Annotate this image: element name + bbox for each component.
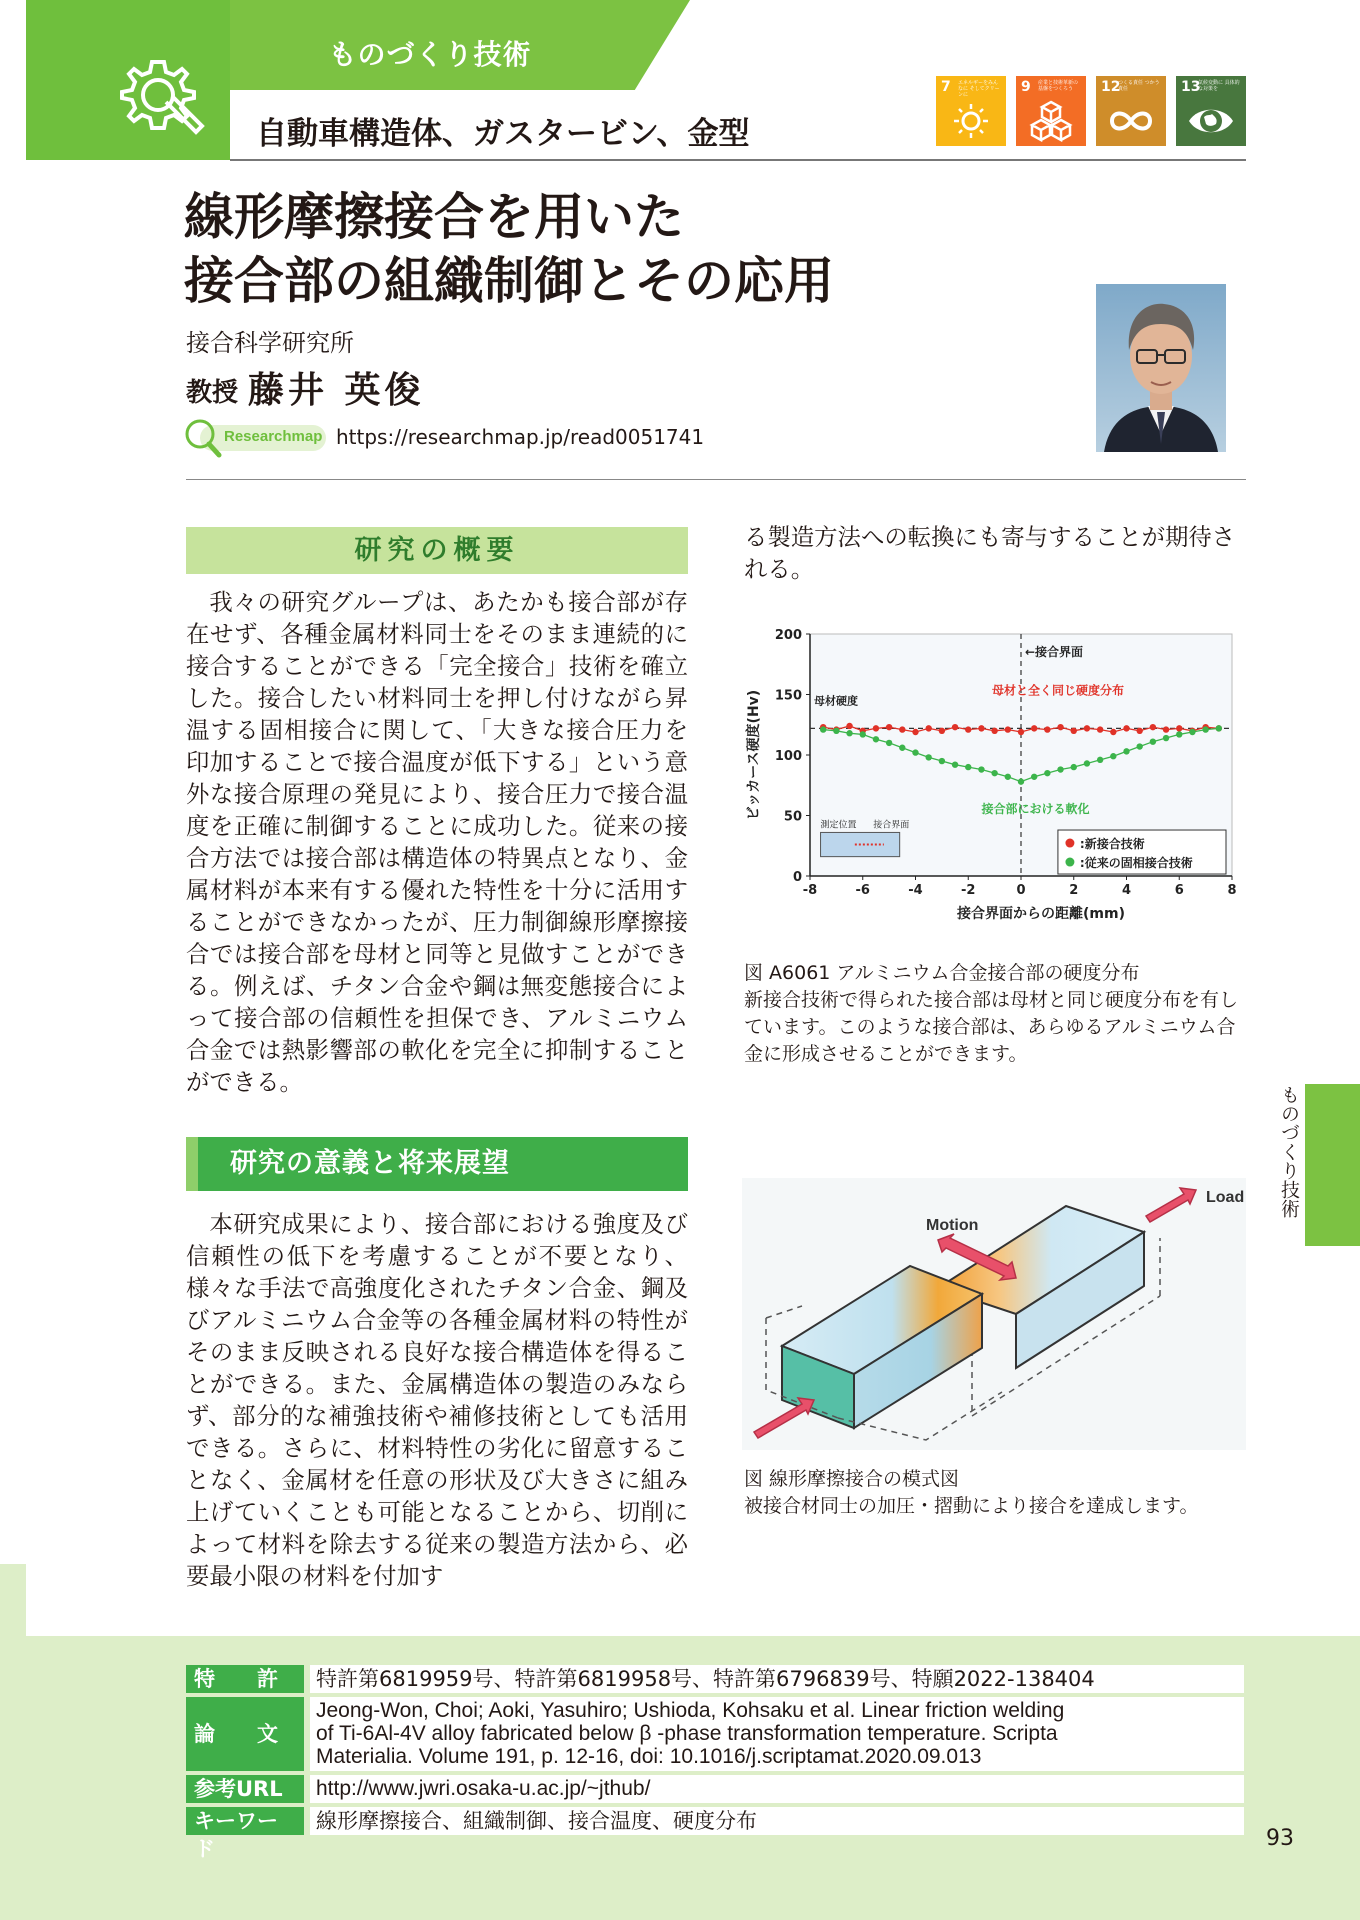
figure1-caption-body: 新接合技術で得られた接合部は母材と同じ硬度分布を有しています。このような接合部は、あらゆるアルミニウム合金に形成させることができます。 (744, 989, 1239, 1065)
overview-text: 我々の研究グループは、あたかも接合部が存在せず、各種金属材料同士をそのまま連続的に接合することができる「完全接合」技術を確立した。接合したい材料同士を押し付けながら昇温する固相接合に関して、「大きな接合圧力を印加することで接合温度が低下する」という意外な接合原理の発見により、接合圧力で接合温度を正確に制御することに成功した。従来の接合方法では接合部は構造体の特異点となり、金属材料が本来有する優れた特性を十分に活用することができなかったが、圧力制御線形摩擦接合では接合部を母材と同等と見做すことができる。例えば、チタン合金や鋼は無変態接合によって接合部の信頼性を担保でき、アルミニウム合金では熱影響部の軟化を完全に抑制することができる。 (186, 588, 688, 1096)
patent-row (186, 1665, 1244, 1693)
base-hardness-label: 母材硬度 (814, 694, 858, 708)
data-point (1216, 725, 1222, 731)
data-point (978, 766, 984, 772)
legend-entry-1: :従来の固相接合技術 (1079, 856, 1193, 871)
data-point (1005, 726, 1011, 732)
inset-label-position: 測定位置 (820, 820, 857, 831)
lfw-schematic-diagram (742, 1178, 1246, 1450)
significance-text: 本研究成果により、接合部における強度及び信頼性の低下を考慮することが不要となり、様々な手法で高強度化されたチタン合金、鋼及びアルミニウム合金等の各種金属材料の特性がそのまま反映される良好な接合構造体を得ることができる。また、金属構造体の製造のみならず、部分的な補強技術や補修技術としても活用できる。さらに、材料特性の劣化に留意することなく、金属材を任意の形状及び大きさに組み上げていくことも可能となることから、切削によって材料を除去する従来の製造方法から、必要最小限の材料を付加す (186, 1210, 688, 1590)
url-row (186, 1775, 1244, 1803)
legend-marker-0 (1065, 839, 1074, 848)
interface-label: ←接合界面 (1025, 645, 1084, 659)
paper-label: 論 文 (186, 1697, 304, 1771)
legend-entry-0: :新接合技術 (1079, 837, 1145, 852)
legend-marker-1 (1065, 858, 1074, 867)
x-tick-label: -2 (961, 883, 976, 898)
data-point (978, 725, 984, 731)
author-photo (1096, 284, 1226, 452)
data-point (886, 740, 892, 746)
sun-icon (946, 96, 996, 142)
side-category-tab (1305, 1084, 1360, 1246)
data-point (991, 770, 997, 776)
data-point (1189, 729, 1195, 735)
keyword-value: 線形摩擦接合、組織制御、接合温度、硬度分布 (310, 1807, 1244, 1835)
data-point (1123, 725, 1129, 731)
patent-label: 特 許 (186, 1665, 304, 1693)
sdg-9-badge: 9 産業と技術革新の 基盤をつくろう (1016, 76, 1086, 146)
sdg-7-badge: 7 エネルギーをみんなに そしてクリーンに (936, 76, 1006, 146)
author-position: 教授 (186, 378, 239, 408)
y-tick-label: 50 (783, 809, 802, 825)
data-point (1202, 726, 1208, 732)
data-point (1071, 764, 1077, 770)
sdg-12-badge: 12 つくる責任 つかう責任 (1096, 76, 1166, 146)
x-tick-label: -8 (802, 883, 818, 898)
reference-url-link[interactable]: http://www.jwri.osaka-u.ac.jp/~jthub/ (310, 1775, 1244, 1803)
data-point (1176, 725, 1182, 731)
data-point (1057, 766, 1063, 772)
data-point (1031, 774, 1037, 780)
keyword-label: キーワード (186, 1807, 304, 1835)
data-point (939, 728, 945, 734)
gear-wrench-icon (118, 50, 208, 140)
data-point (846, 723, 852, 729)
significance-text-continued: る製造方法への転換にも寄与することが期待される。 (744, 523, 1236, 583)
infinity-icon (1106, 96, 1156, 142)
data-point (1044, 770, 1050, 776)
paper-row (186, 1697, 1244, 1771)
researchmap-label: Researchmap (224, 428, 323, 445)
data-point (1057, 724, 1063, 730)
data-point (820, 726, 826, 732)
x-axis-label: 接合界面からの距離(mm) (957, 906, 1125, 922)
data-point (1084, 760, 1090, 766)
data-point (952, 761, 958, 767)
data-point (1071, 728, 1077, 734)
data-point (1031, 725, 1037, 731)
title-line-1: 線形摩擦接合を用いた (184, 188, 684, 246)
figure1-caption (744, 960, 1244, 1068)
author-name: 藤井 英俊 (248, 370, 425, 411)
data-point (899, 745, 905, 751)
motion-label: Motion (926, 1217, 979, 1234)
x-tick-label: 0 (1016, 883, 1026, 898)
data-point (846, 730, 852, 736)
data-point (912, 749, 918, 755)
globe-eye-icon (1186, 96, 1236, 142)
data-point (912, 729, 918, 735)
y-tick-label: 150 (774, 688, 802, 704)
data-point (860, 731, 866, 737)
same-distribution-label: 母材と全く同じ硬度分布 (991, 683, 1125, 698)
url-label: 参考URL (186, 1775, 304, 1803)
data-point (833, 728, 839, 734)
institute-name: 接合科学研究所 (186, 329, 354, 357)
x-tick-label: -4 (908, 883, 923, 898)
data-point (1018, 729, 1024, 735)
y-tick-label: 200 (774, 628, 802, 643)
data-point (1044, 726, 1050, 732)
data-point (1150, 724, 1156, 730)
data-point (952, 724, 958, 730)
x-tick-label: -6 (855, 883, 870, 898)
data-point (1176, 731, 1182, 737)
data-point (1110, 753, 1116, 759)
load-label: Load (1206, 1189, 1245, 1206)
y-tick-label: 0 (792, 870, 802, 885)
x-tick-label: 8 (1227, 883, 1237, 898)
figure2-caption (744, 1466, 1244, 1520)
data-point (1005, 774, 1011, 780)
data-point (965, 764, 971, 770)
sdg-13-badge: 13 気候変動に 具体的な対策を (1176, 76, 1246, 146)
x-tick-label: 2 (1069, 883, 1079, 898)
data-point (1123, 748, 1129, 754)
researchmap-badge[interactable] (182, 416, 330, 460)
data-point (965, 726, 971, 732)
data-point (1084, 725, 1090, 731)
figure2-caption-title: 図 線形摩擦接合の模式図 (744, 1468, 960, 1490)
title-line-2: 接合部の組織制御とその応用 (184, 252, 834, 310)
data-point (1136, 743, 1142, 749)
cubes-icon (1026, 96, 1076, 142)
side-category-label: ものづくり技術 (1278, 1085, 1300, 1218)
data-point (1163, 735, 1169, 741)
researchmap-url-link[interactable]: https://researchmap.jp/read0051741 (336, 425, 705, 449)
figure1-caption-title: 図 A6061 アルミニウム合金接合部の硬度分布 (744, 962, 1140, 984)
significance-heading: 研究の意義と将来展望 (186, 1137, 688, 1191)
hardness-chart (740, 622, 1244, 922)
softening-label: 接合部における軟化 (981, 802, 1090, 817)
data-point (1150, 738, 1156, 744)
data-point (1097, 757, 1103, 763)
article-title (184, 185, 834, 313)
x-tick-label: 6 (1174, 883, 1184, 898)
data-point (1136, 728, 1142, 734)
paper-value: Jeong-Won, Choi; Aoki, Yasuhiro; Ushioda, Kohsaku et al. Linear friction welding of Ti-6Al-4V alloy fabricated below β -phase transformation temperature. Scripta Materialia. Volume 191, p. 12-16, doi: 10.1016/j.scriptamat.2020.09.013 (310, 1697, 1244, 1771)
data-point (873, 725, 879, 731)
y-tick-label: 100 (774, 749, 802, 764)
x-tick-label: 4 (1121, 883, 1132, 898)
data-point (925, 754, 931, 760)
data-point (1018, 778, 1024, 784)
header-divider (230, 159, 1246, 161)
data-point (925, 725, 931, 731)
page-number: 93 (1266, 1826, 1294, 1851)
title-divider (186, 479, 1246, 480)
data-point (1110, 729, 1116, 735)
data-point (991, 728, 997, 734)
overview-heading: 研究の概要 (186, 527, 688, 574)
category-label: ものづくり技術 (328, 38, 532, 71)
y-axis-label: ビッカース硬度(Hv) (746, 689, 762, 821)
data-point (886, 724, 892, 730)
data-point (873, 736, 879, 742)
data-point (1097, 726, 1103, 732)
inset-label-interface: 接合界面 (873, 820, 910, 831)
data-point (899, 726, 905, 732)
keyword-row (186, 1807, 1244, 1861)
application-subheading: 自動車構造体、ガスタービン、金型 (256, 116, 750, 152)
patent-value: 特許第6819959号、特許第6819958号、特許第6796839号、特願2022-138404 (310, 1665, 1244, 1693)
figure2-caption-body: 被接合材同士の加圧・摺動により接合を達成します。 (744, 1495, 1199, 1517)
data-point (939, 758, 945, 764)
data-point (1163, 726, 1169, 732)
